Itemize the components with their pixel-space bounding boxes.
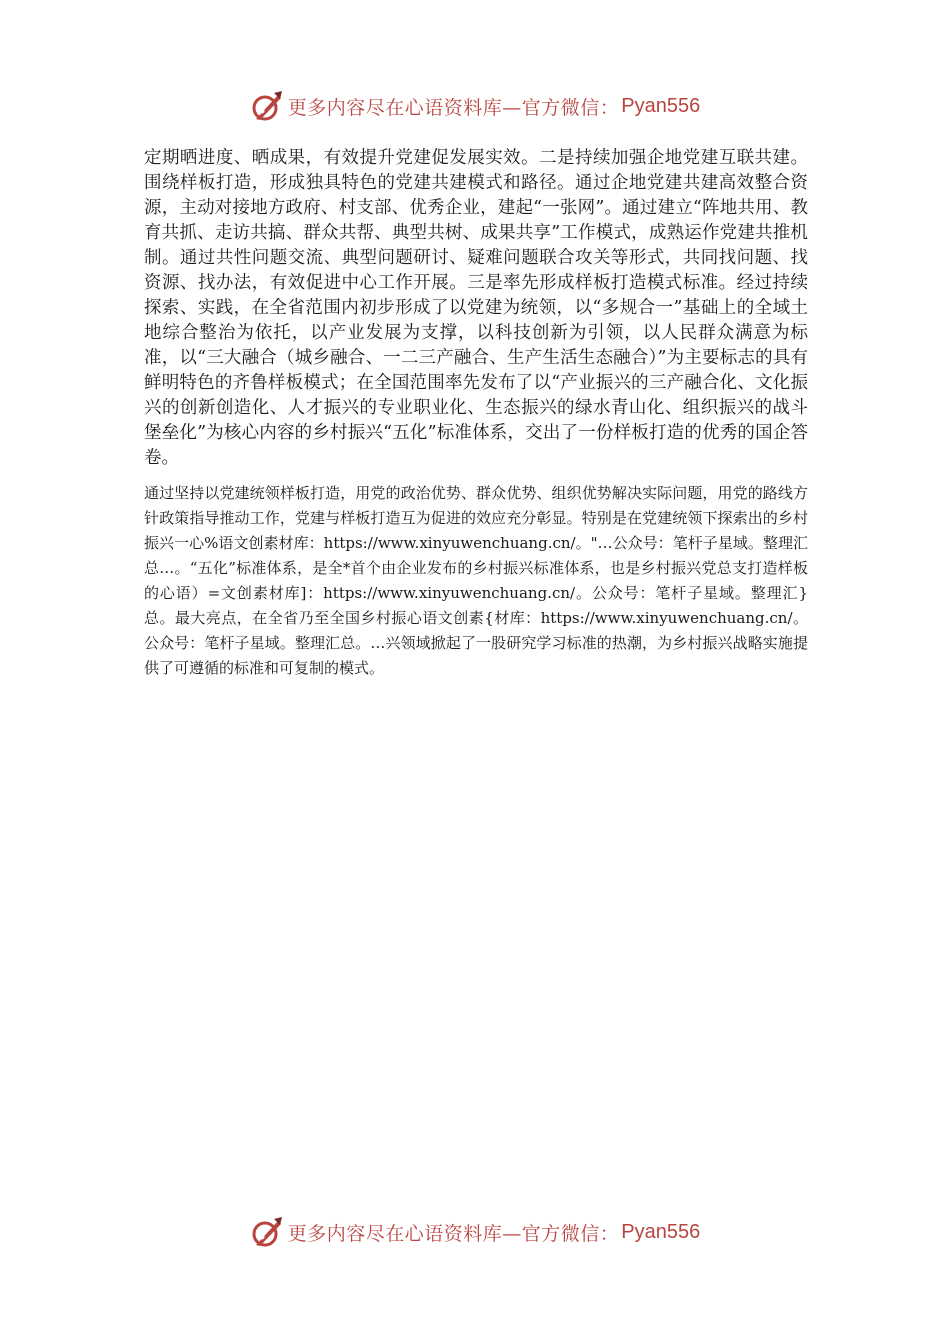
watermark-wechat-id: Pyan556	[621, 1220, 701, 1243]
header-watermark	[0, 84, 950, 128]
watermark-wechat-id: Pyan556	[621, 94, 701, 117]
watermark-text: 更多内容尽在心语资料库—官方微信：	[287, 96, 620, 119]
quill-pen-logo-icon	[250, 89, 284, 123]
body-paragraph-ocr: 通过坚持以党建统领样板打造，用党的政治优势、群众优势、组织优势解决实际问题，用党的路线方针政策指导推动工作，党建与样板打造互为促进的效应充分彰显。特别是在党建统领下探索出的乡村振兴一心%语文创素材库：https://www.xinyuwenchuang.cn/。"…公众号：笔杆子星域。整理汇总…。“五化”标准体系，是全*首个由企业发布的乡村振兴标准体系，也是乡村振兴党总支打造样板的心语）=文创素材库]：https://www.xinyuwenchuang.cn/。公众号：笔杆子星域。整理汇}总。最大亮点，在全省乃至全国乡村振心语文创素{材库：https://www.xinyuwenchuang.cn/。公众号：笔杆子星域。整理汇总。…兴领域掀起了一股研究学习标准的热潮，为乡村振兴战略实施提供了可遵循的标准和可复制的模式。	[144, 484, 808, 677]
body-paragraph: 定期晒进度、晒成果，有效提升党建促发展实效。二是持续加强企地党建互联共建。围绕样板打造，形成独具特色的党建共建模式和路径。通过企地党建共建高效整合资源，主动对接地方政府、村支部、优秀企业，建起“一张网”。通过建立“阵地共用、教育共抓、走访共搞、群众共帮、典型共树、成果共享”工作模式，成熟运作党建共推机制。通过共性问题交流、典型问题研讨、疑难问题联合攻关等形式，共同找问题、找资源、找办法，有效促进中心工作开展。三是率先形成样板打造模式标准。经过持续探索、实践，在全省范围内初步形成了以党建为统领，以“多规合一”基础上的全域土地综合整治为依托，以产业发展为支撑，以科技创新为引领，以人民群众满意为标准，以“三大融合（城乡融合、一二三产融合、生产生活生态融合）”为主要标志的具有鲜明特色的齐鲁样板模式；在全国范围率先发布了以“产业振兴的三产融合化、文化振兴的创新创造化、人才振兴的专业职业化、生态振兴的绿水青山化、组织振兴的战斗堡垒化”为核心内容的乡村振兴“五化”标准体系，交出了一份样板打造的优秀的国企答卷。	[144, 148, 808, 468]
watermark-text: 更多内容尽在心语资料库—官方微信：	[287, 1222, 620, 1245]
quill-pen-logo-icon	[250, 1215, 284, 1249]
document-body	[144, 146, 808, 681]
footer-watermark	[0, 1210, 950, 1254]
